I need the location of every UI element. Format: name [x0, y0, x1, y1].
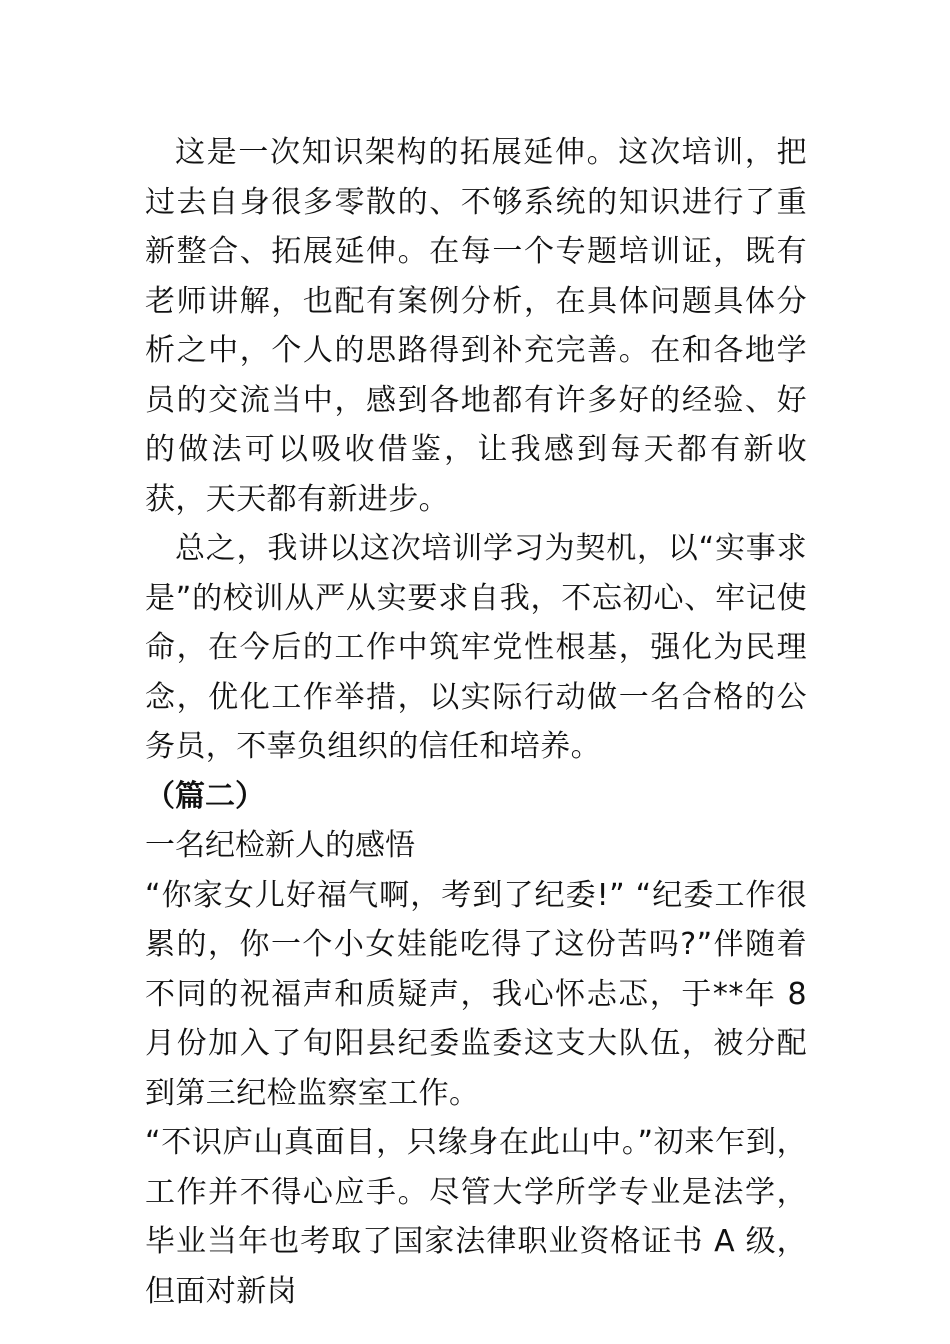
section-title: 一名纪检新人的感悟	[145, 828, 415, 863]
paragraph-knowledge-expansion: 这是一次知识架构的拓展延伸。这次培训，把过去自身很多零散的、不够系统的知识进行了重新整合、拓展延伸。在每一个专题培训证，既有老师讲解，也配有案例分析，在具体问题具体分析之中，个人的思路得到补充完善。在和各地学员的交流当中，感到各地都有许多好的经验、好的做法可以吸收借鉴，让我感到每天都有新收获，天天都有新进步。	[145, 135, 807, 517]
document-page	[145, 128, 807, 1316]
paragraph-new-post: “不识庐山真面目，只缘身在此山中。”初来乍到，工作并不得心应手。尽管大学所学专业是法学，毕业当年也考取了国家法律职业资格证书 A 级，但面对新岗	[145, 1125, 807, 1309]
paragraph-joining-commission: “你家女儿好福气啊，考到了纪委!” “纪委工作很累的，你一个小女娃能吃得了这份苦吗?”伴随着不同的祝福声和质疑声，我心怀忐忑，于**年 8 月份加入了旬阳县纪委监委这支大队伍，被分配到第三纪检监察室工作。	[145, 877, 807, 1111]
section-heading: （篇二）	[145, 778, 265, 814]
paragraph-conclusion: 总之，我讲以这次培训学习为契机，以“实事求是”的校训从严从实要求自我，不忘初心、牢记使命，在今后的工作中筑牢党性根基，强化为民理念，优化工作举措，以实际行动做一名合格的公务员，不辜负组织的信任和培养。	[145, 531, 807, 764]
